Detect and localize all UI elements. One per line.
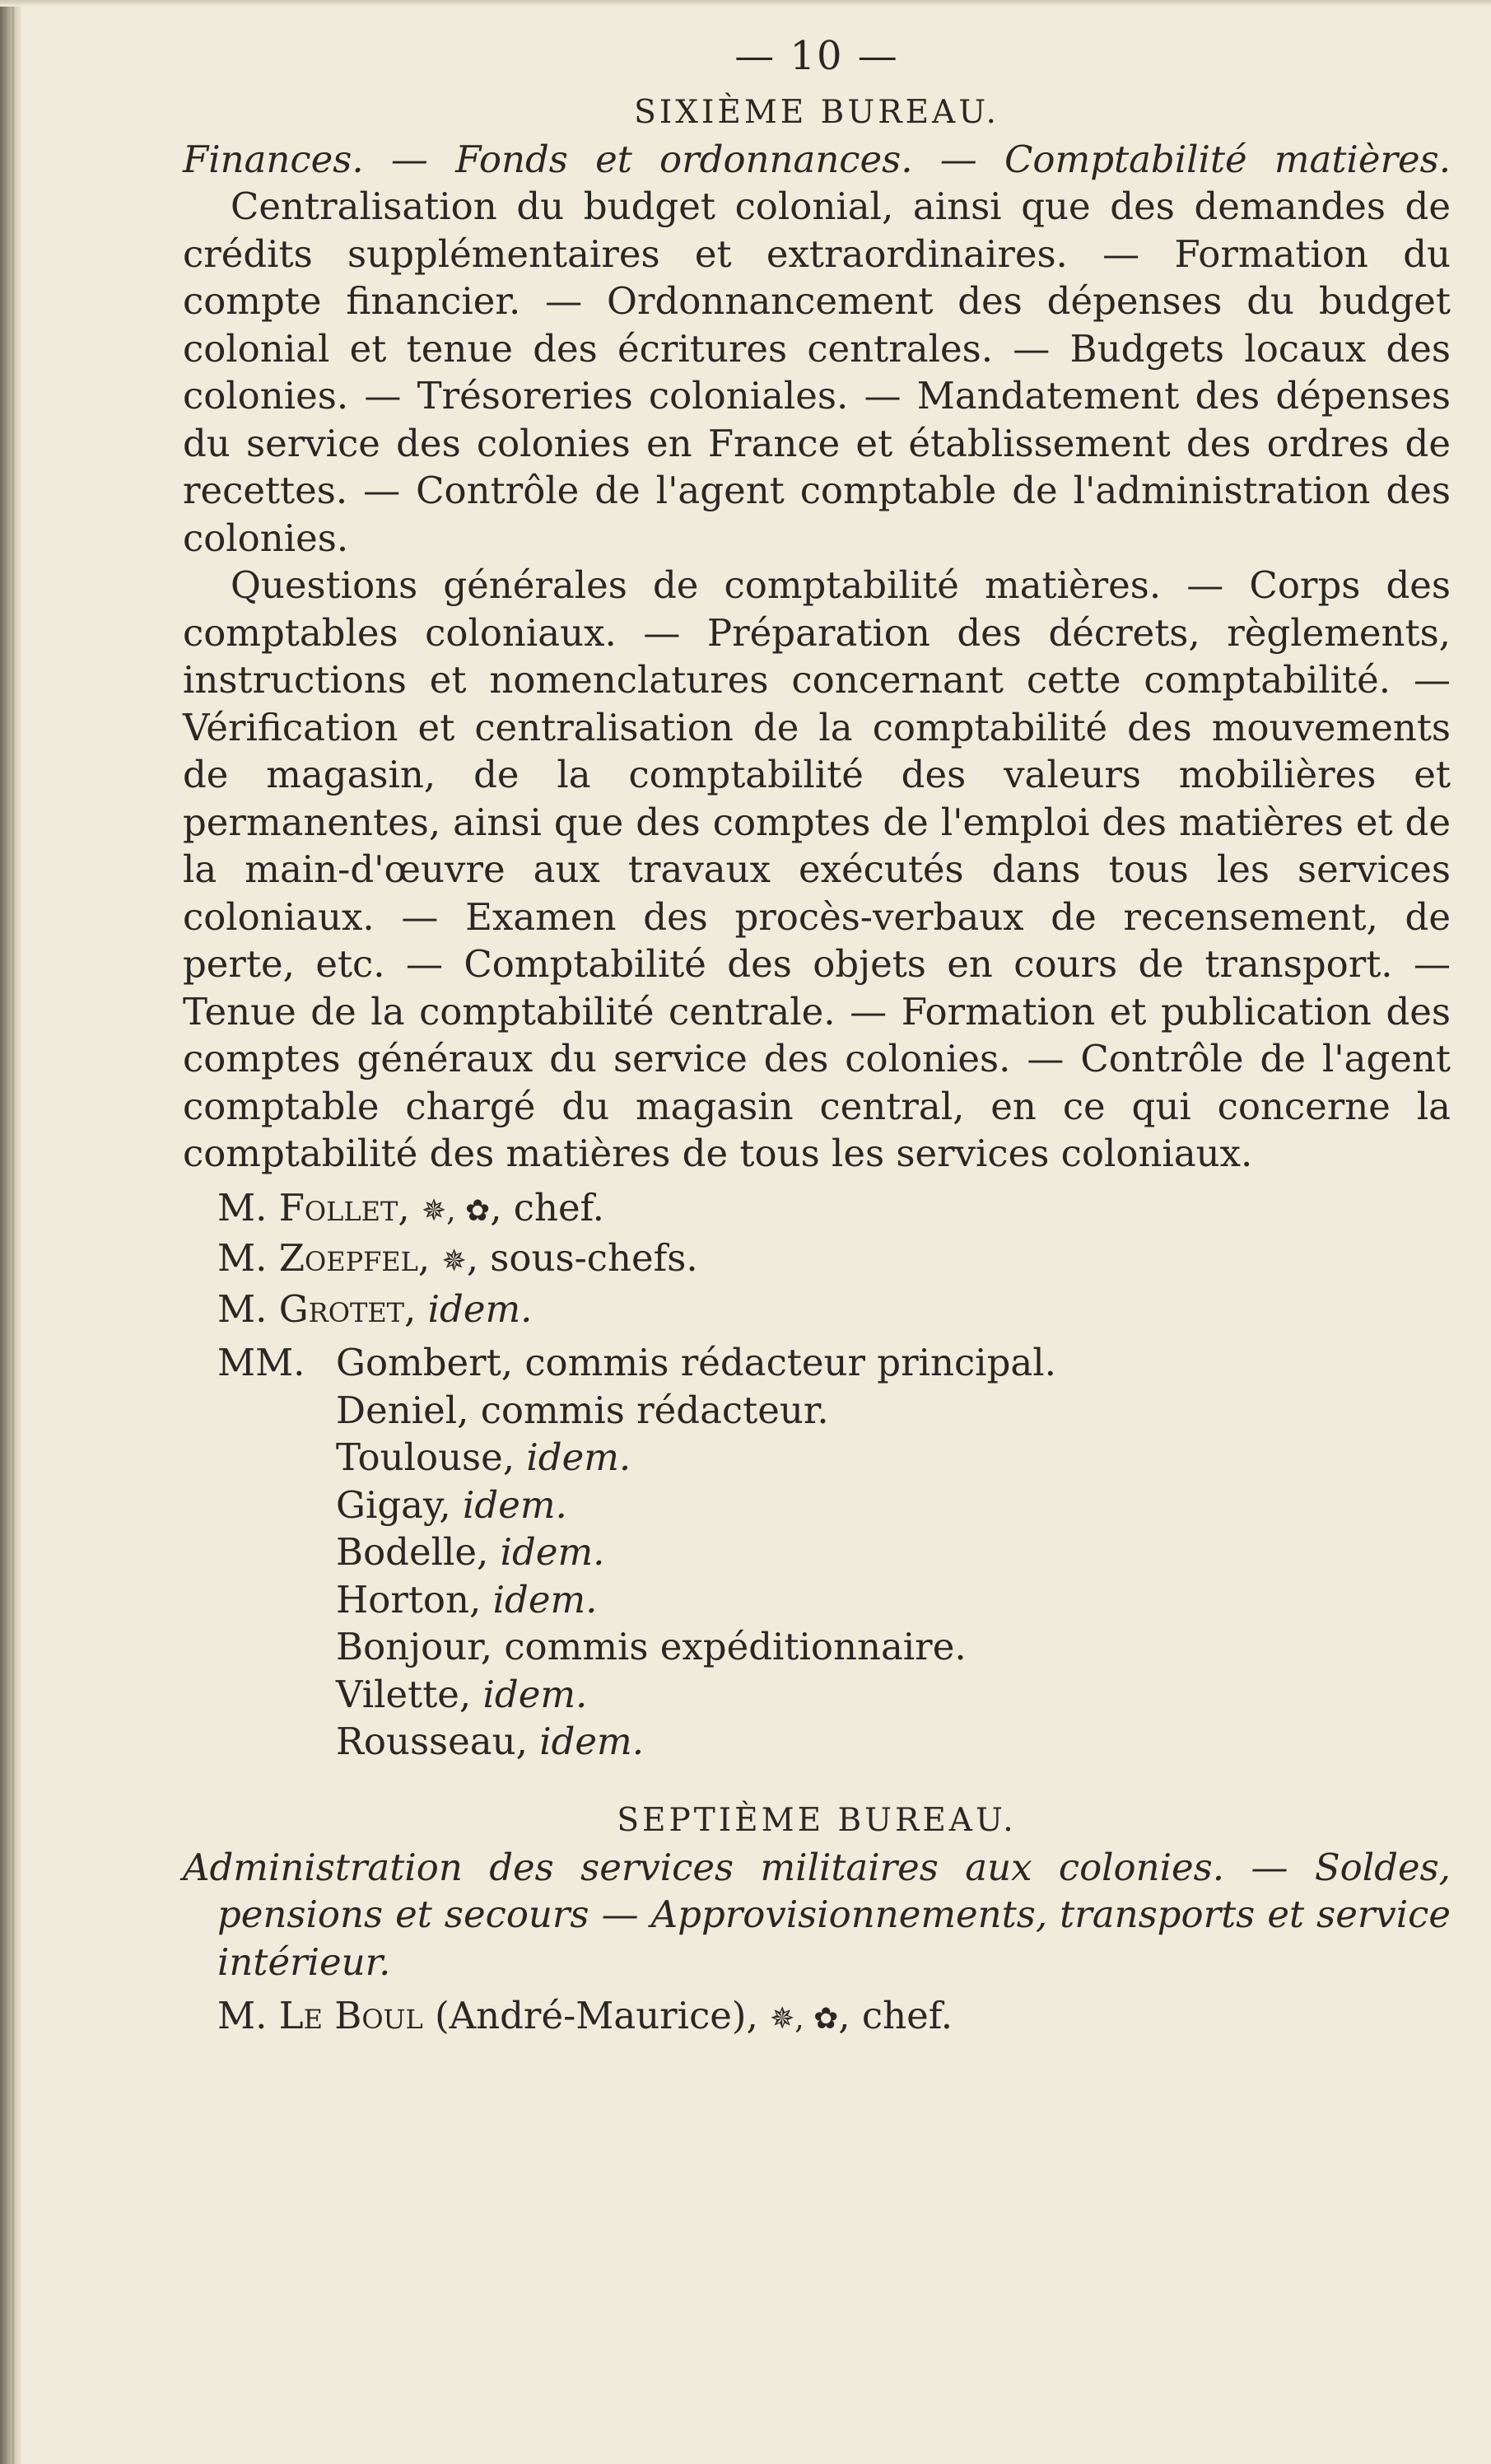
staff-role: idem. (492, 1577, 598, 1622)
staff-entry: Bodelle, idem. (336, 1530, 605, 1574)
seventh-bureau-subtitle: Administration des services militaires aux colonies. — Soldes, pensions et secours — Approvisionnements, transports et service intérieur. (183, 1845, 1451, 1984)
staff-role: idem. (526, 1435, 631, 1479)
sixth-bureau-heads (183, 1184, 1451, 1333)
staff-entry: Deniel, commis rédacteur. (336, 1388, 829, 1432)
head-role: , chef. (490, 1185, 604, 1230)
sixth-bureau-staff (183, 1339, 1451, 1766)
page-number: — 10 — (734, 33, 899, 79)
staff-name: Deniel (336, 1388, 458, 1432)
staff-entry: Vilette, idem. (336, 1672, 588, 1716)
staff-entry: Horton, idem. (336, 1577, 598, 1622)
head-name: Le Boul (278, 1994, 423, 2037)
sixth-bureau-section (183, 89, 1451, 1766)
decoration-icons: ✵, ✿ (770, 2002, 839, 2036)
staff-name: Rousseau (336, 1720, 516, 1763)
sixth-bureau-title: SIXIÈME BUREAU. (634, 93, 999, 131)
staff-entry: Gombert, commis rédacteur principal. (336, 1341, 1056, 1384)
staff-name: Bodelle (336, 1530, 478, 1574)
staff-name: Bonjour (336, 1625, 481, 1668)
sixth-bureau-paragraph-1: Centralisation du budget colonial, ainsi que des demandes de crédits supplémentaires et extraordinaires. — Formation du compte financier. — Ordonnancement des dépenses du budget colonial et tenue des écritures centrales. — Budgets locaux des colonies. — Trésoreries coloniales. — Mandatement des dépenses du service des colonies en France et établissement des ordres de recettes. — Contrôle de l'agent comptable de l'administration des colonies. (183, 184, 1451, 560)
head-name: Follet (278, 1185, 398, 1230)
head-role: , sous-chefs. (466, 1236, 698, 1280)
staff-role: idem. (482, 1672, 588, 1716)
staff-prefix: MM. (217, 1341, 305, 1384)
seventh-bureau-title: SEPTIÈME BUREAU. (617, 1801, 1017, 1839)
head-name: Grotet (278, 1286, 405, 1331)
staff-role: commis expéditionnaire. (504, 1625, 967, 1668)
head-entry: M. Grotet, idem. (217, 1286, 533, 1331)
staff-name: Gigay (336, 1482, 440, 1527)
decoration-icons: ✵ (441, 1244, 467, 1278)
staff-role: idem. (539, 1720, 645, 1763)
head-entry: M. Follet, ✵, ✿, chef. (217, 1185, 604, 1230)
head-role: , chef. (838, 1994, 953, 2037)
sixth-bureau-subtitle: Finances. — Fonds et ordonnances. — Comptabilité matières. (183, 137, 1451, 181)
binding-line (5, 0, 7, 2464)
head-entry: M. Zoepfel, ✵, sous-chefs. (217, 1236, 698, 1280)
staff-name: Vilette (336, 1672, 459, 1716)
staff-entry: Gigay, idem. (336, 1482, 567, 1527)
staff-name: Toulouse (336, 1435, 503, 1479)
staff-list (336, 1339, 1451, 1766)
seventh-bureau-section (183, 1797, 1451, 2043)
staff-role: commis rédacteur. (480, 1388, 829, 1432)
head-prefix: M. (217, 1994, 268, 2037)
staff-name: Gombert (336, 1341, 501, 1384)
page-top-edge (0, 0, 1491, 7)
staff-name: Horton (336, 1577, 470, 1622)
staff-entry: Bonjour, commis expéditionnaire. (336, 1625, 967, 1668)
head-role: idem. (427, 1286, 533, 1331)
head-name: Zoepfel (278, 1236, 418, 1280)
staff-role: commis rédacteur principal. (524, 1341, 1056, 1384)
decoration-icons: ✵, ✿ (421, 1193, 491, 1228)
staff-role: idem. (463, 1482, 567, 1527)
binding-line (12, 0, 14, 2464)
staff-entry: Rousseau, idem. (336, 1720, 645, 1763)
head-entry: M. Le Boul (André-Maurice), ✵, ✿, chef. (217, 1994, 953, 2037)
staff-entry: Toulouse, idem. (336, 1435, 631, 1479)
head-prefix: M. (217, 1185, 268, 1230)
head-given-names: (André-Maurice) (435, 1994, 747, 2037)
head-prefix: M. (217, 1286, 268, 1331)
sixth-bureau-paragraph-2: Questions générales de comptabilité matières. — Corps des comptables coloniaux. — Préparation des décrets, règlements, instructions et nomenclatures concernant cette comptabilité. — Vérification et centralisation de la comptabilité des mouvements de magasin, de la comptabilité des valeurs mobilières et permanentes, ainsi que des comptes de l'emploi des matières et de la main-d'œuvre aux travaux exécutés dans tous les services coloniaux. — Examen des procès-verbaux de recensement, de perte, etc. — Comptabilité des objets en cours de transport. — Tenue de la comptabilité centrale. — Formation et publication des comptes généraux du service des colonies. — Contrôle de l'agent comptable chargé du magasin central, en ce qui concerne la comptabilité des matières de tous les services coloniaux. (183, 563, 1451, 1175)
staff-role: idem. (500, 1530, 605, 1574)
book-binding-shadow (0, 0, 21, 2464)
page-content (183, 33, 1451, 2043)
head-prefix: M. (217, 1236, 268, 1280)
